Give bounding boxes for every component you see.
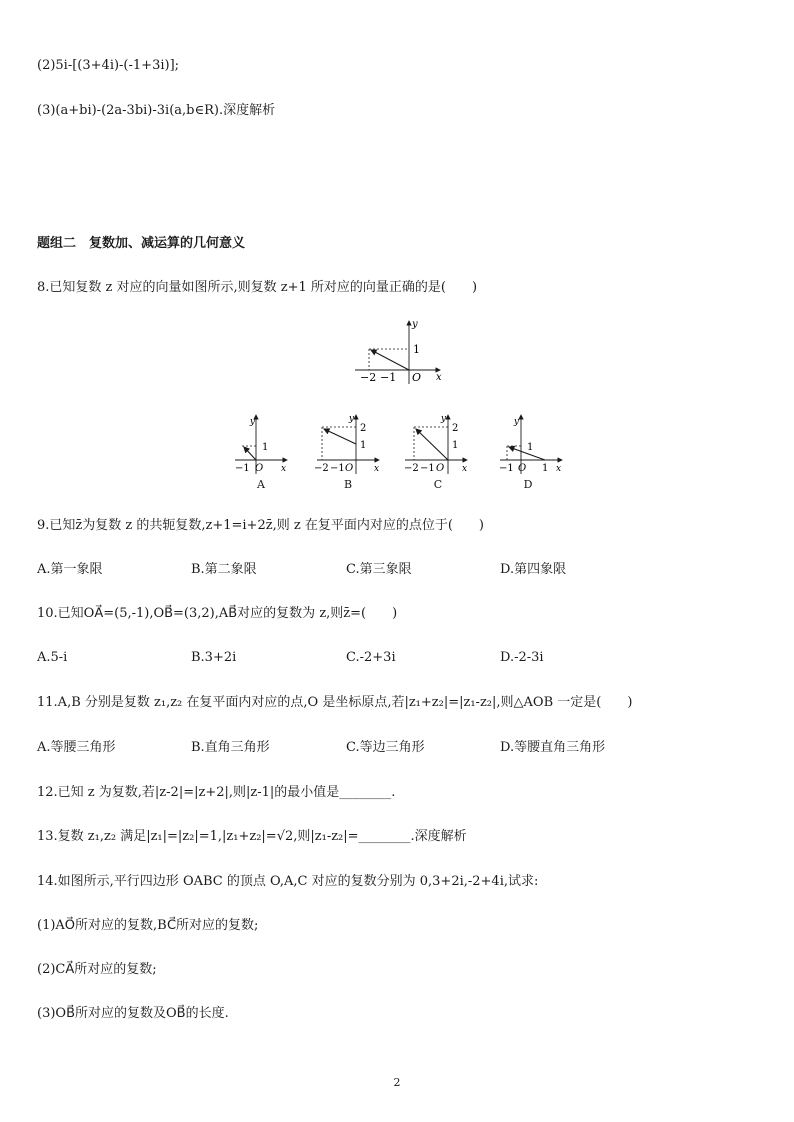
question-9: 9.已知z̄为复数 z 的共轭复数,z+1=i+2z̄,则 z 在复平面内对应的点位于( ) [37,518,484,533]
q11-option-c: C.等边三角形 [346,740,425,755]
question-14: 14.如图所示,平行四边形 OABC 的顶点 O,A,C 对应的复数分别为 0,3+2i,-2+4i,试求: [37,874,539,889]
vector-a [244,447,256,460]
q10-option-a: A.5-i [37,650,68,665]
q9-option-d: D.第四象限 [500,562,567,577]
x-label: x [462,464,468,474]
tick-2: 2 [452,423,459,434]
tick-1: 1 [360,440,367,451]
q14-part3: (3)OB⃗所对应的复数及OB⃗的长度. [37,1006,229,1021]
page-number: 2 [393,1076,401,1089]
question-8: 8.已知复数 z 对应的向量如图所示,则复数 z+1 所对应的向量正确的是( ) [37,280,478,295]
tick-neg1: −1 [499,463,514,474]
origin-label: O [345,463,354,474]
q14-part1: (1)AO⃗所对应的复数,BC⃗所对应的复数; [37,918,259,933]
origin-label: O [518,463,527,474]
q10-option-c: C.-2+3i [346,650,396,665]
q11-option-b: B.直角三角形 [191,740,270,755]
q8-caption-c: C [433,478,443,491]
y-label: y [348,414,354,424]
origin-label: O [412,371,422,384]
q9-option-a: A.第一象限 [37,562,103,577]
vector-b [324,429,356,444]
tick-neg1: −1 [380,371,397,384]
question-12: 12.已知 z 为复数,若|z-2|=|z+2|,则|z-1|的最小值是________. [37,785,396,800]
tick-neg1: −1 [420,463,435,474]
x-label: x [436,372,442,383]
vector-c [416,429,448,460]
q8-option-d-figure [495,412,565,481]
tick-1: 1 [413,343,420,356]
tick-neg2: −2 [314,463,329,474]
tick-1: 1 [527,442,534,453]
q7-part2: (2)5i-[(3+4i)-(-1+3i)]; [37,58,180,73]
q7-part3: (3)(a+bi)-(2a-3bi)-3i(a,b∈R).深度解析 [37,103,276,118]
q14-part2: (2)CA⃗所对应的复数; [37,962,157,977]
q11-option-a: A.等腰三角形 [37,740,116,755]
origin-label: O [436,463,445,474]
y-label: y [412,319,418,330]
x-label: x [556,464,562,474]
q8-option-b-figure [312,412,382,481]
tick-pos1: 1 [542,463,549,474]
q8-caption-a: A [257,478,265,491]
tick-neg1: −1 [330,463,345,474]
q9-option-c: C.第三象限 [346,562,412,577]
tick-neg2: −2 [360,371,377,384]
x-label: x [281,464,287,474]
tick-neg2: −2 [404,463,419,474]
section-heading: 题组二 复数加、减运算的几何意义 [37,236,246,251]
y-label: y [249,417,255,427]
q8-option-c-figure [400,412,470,481]
y-label: y [440,414,446,424]
y-label: y [513,417,519,427]
q8-option-a-figure [230,412,290,481]
tick-1: 1 [452,440,459,451]
q8-main-figure [350,318,445,392]
q11-option-d: D.等腰直角三角形 [500,740,606,755]
question-10: 10.已知OA⃗=(5,-1),OB⃗=(3,2),AB⃗对应的复数为 z,则z̄=( ) [37,606,398,621]
q8-caption-d: D [523,478,533,491]
tick-neg1: −1 [235,463,250,474]
vector-z [371,350,409,370]
q8-caption-b: B [343,478,353,491]
q9-option-b: B.第二象限 [191,562,257,577]
tick-2: 2 [360,423,367,434]
x-label: x [374,464,380,474]
question-11: 11.A,B 分别是复数 z₁,z₂ 在复平面内对应的点,O 是坐标原点,若|z₁+z₂|=|z₁-z₂|,则△AOB 一定是( ) [37,695,633,710]
q10-option-d: D.-2-3i [500,650,544,665]
tick-1: 1 [262,442,269,453]
question-13: 13.复数 z₁,z₂ 满足|z₁|=|z₂|=1,|z₁+z₂|=√2,则|z₁-z₂|=________.深度解析 [37,829,467,844]
origin-label: O [255,463,264,474]
q10-option-b: B.3+2i [191,650,237,665]
